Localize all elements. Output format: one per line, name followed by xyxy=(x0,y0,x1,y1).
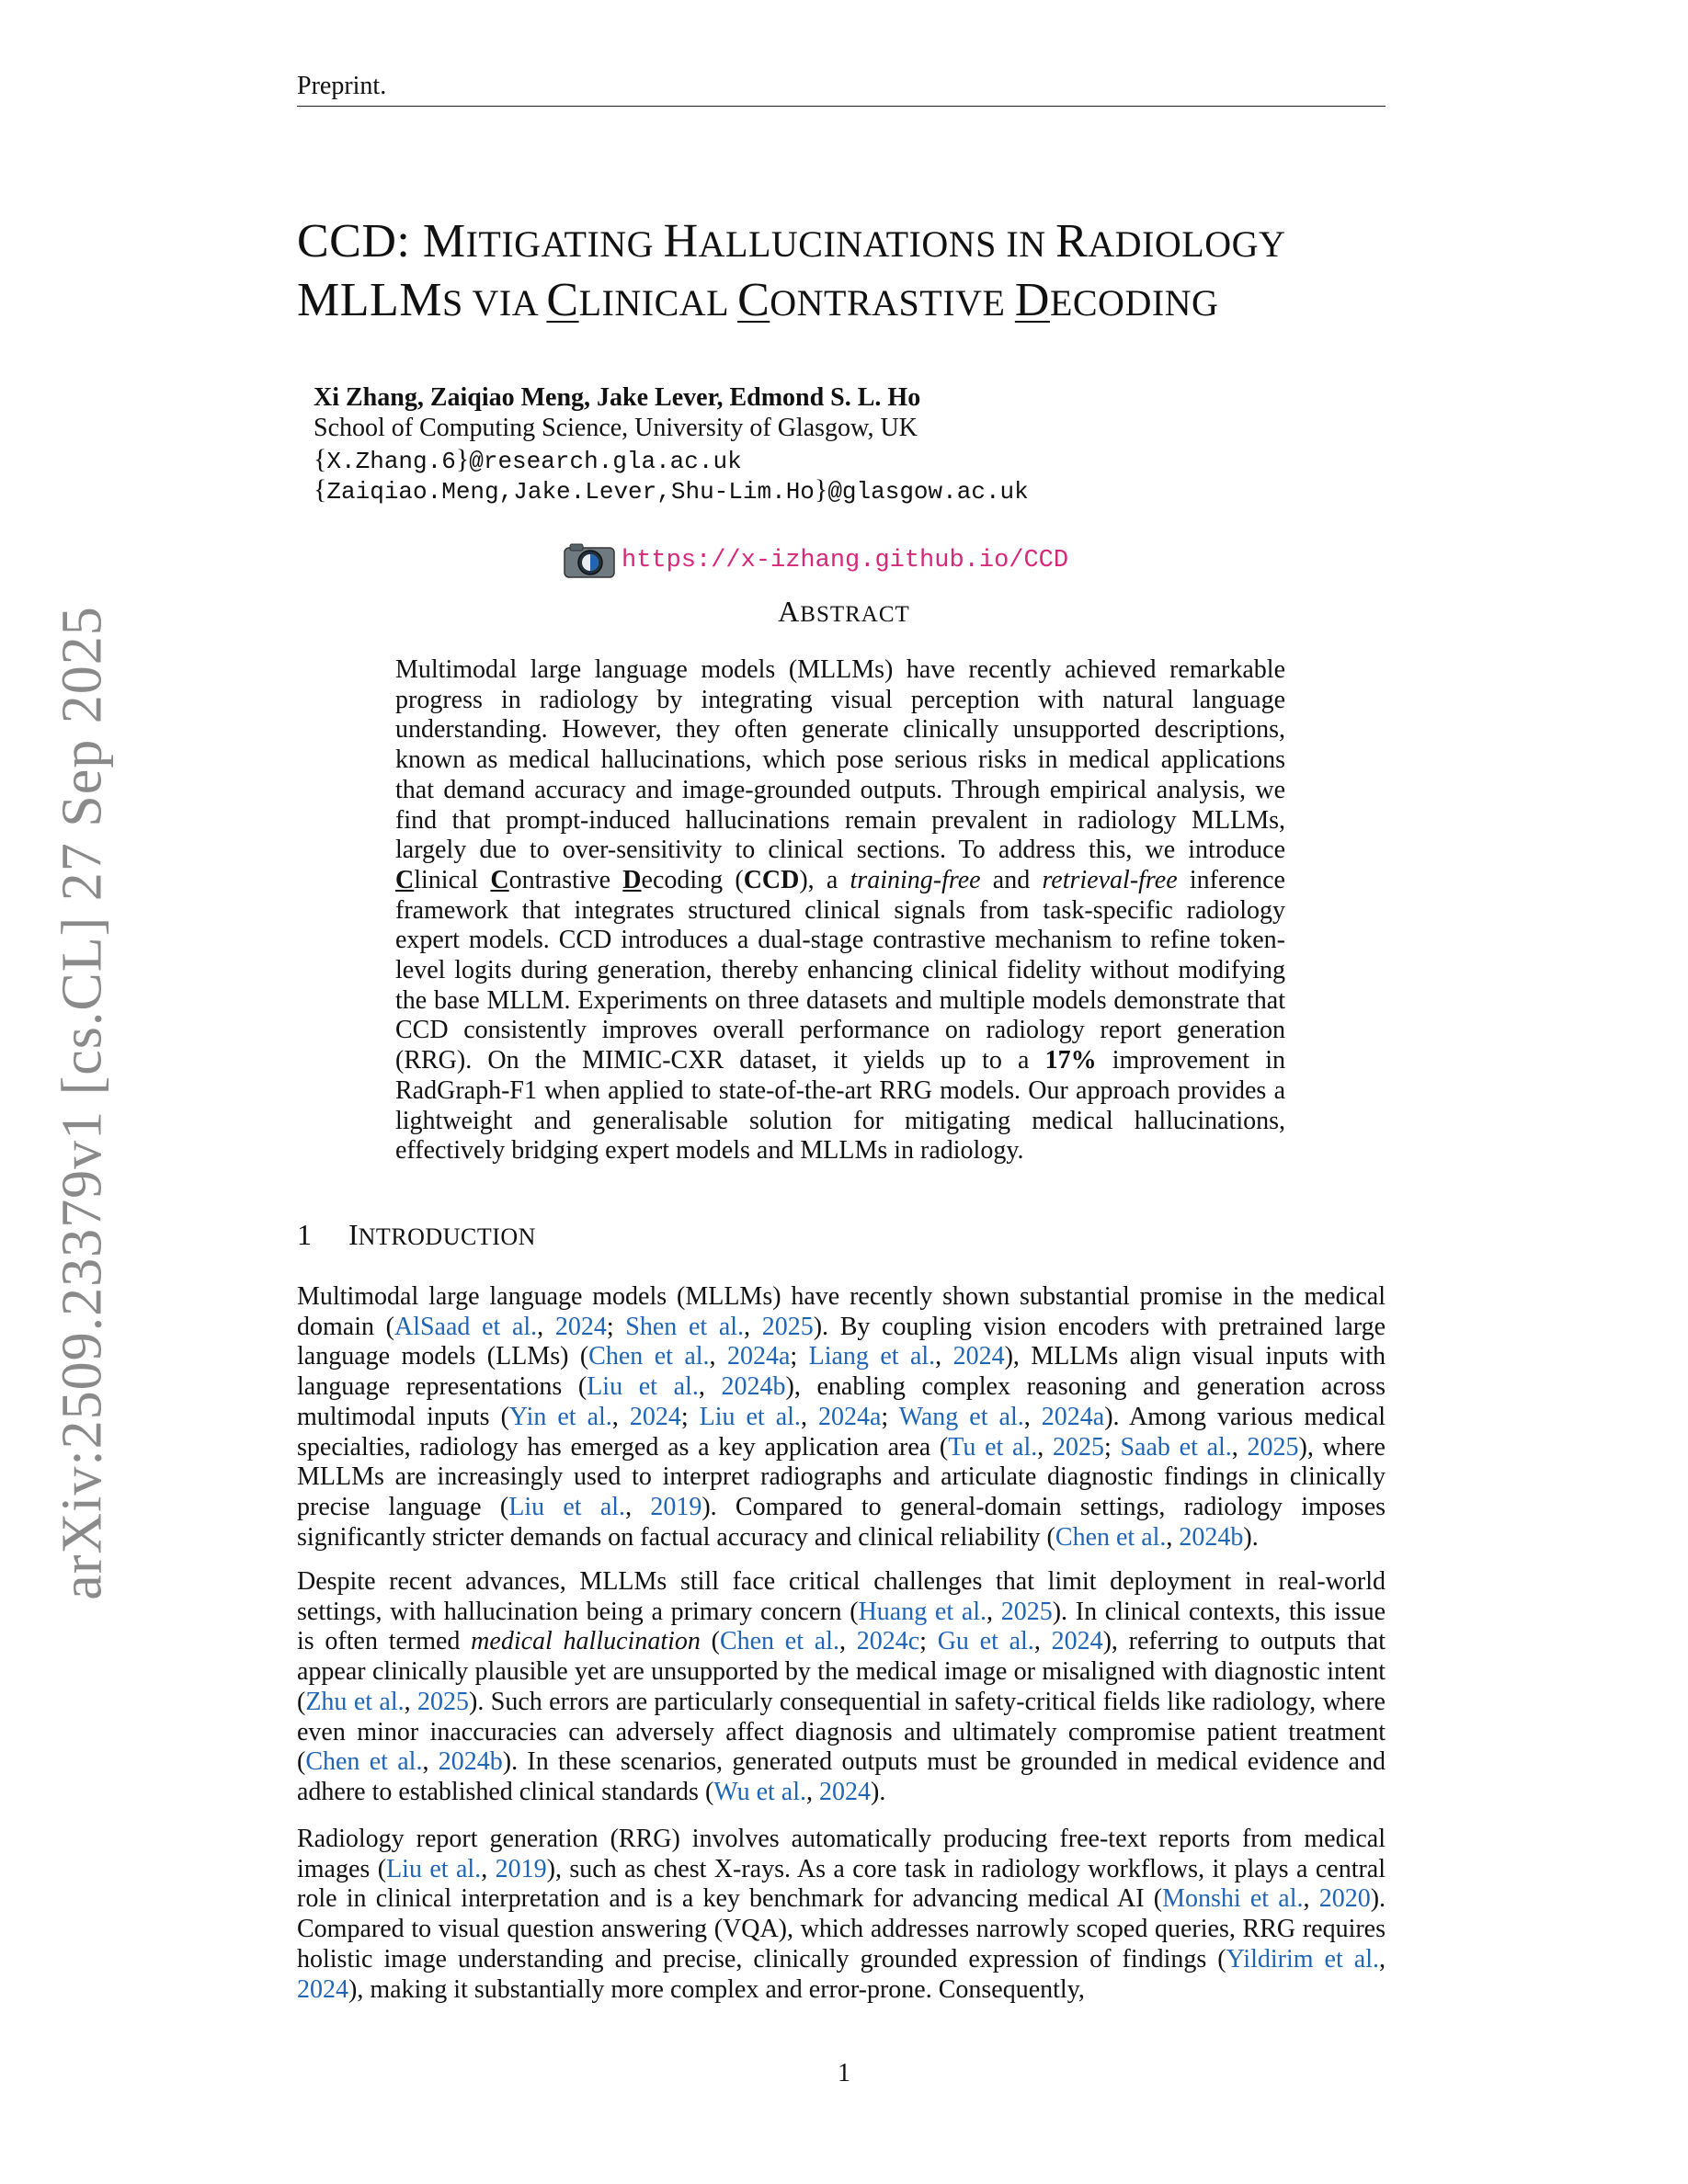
text-run: ; xyxy=(919,1627,938,1656)
section-heading-rest: NTRODUCTION xyxy=(358,1223,536,1250)
text-run: ; xyxy=(606,1312,626,1341)
citation-link[interactable]: Chen et al. xyxy=(1055,1522,1167,1552)
citation-link[interactable]: Chen et al. xyxy=(305,1747,423,1777)
page-number: 1 xyxy=(838,2059,850,2087)
email-brace-open: { xyxy=(314,474,327,505)
text-run: , xyxy=(537,1312,555,1341)
title-segment: CCD: M xyxy=(297,215,466,267)
header-rule xyxy=(297,106,1386,107)
text-run: , xyxy=(838,1627,857,1656)
citation-link[interactable]: 2024b xyxy=(438,1747,503,1777)
citation-link[interactable]: 2024 xyxy=(297,1974,348,2004)
text-run: , xyxy=(1033,1627,1052,1656)
citation-link[interactable]: 2020 xyxy=(1318,1884,1371,1914)
text-run: Multimodal large language models (MLLMs) have recently shown substantial promise in the medical domain ( xyxy=(297,1282,1386,1341)
text-run: ), a xyxy=(799,865,850,894)
section-number: 1 xyxy=(297,1218,312,1251)
citation-link[interactable]: 2024a xyxy=(1041,1402,1105,1431)
title-line-1 xyxy=(297,213,1400,272)
citation-link[interactable]: AlSaad et al. xyxy=(393,1312,538,1341)
intro-paragraph-3 xyxy=(297,1825,1386,2005)
text-run: , xyxy=(744,1312,762,1341)
project-url-link[interactable]: https://x-izhang.github.io/CCD xyxy=(622,547,1069,574)
email-names: Zaiqiao.Meng,Jake.Lever,Shu-Lim.Ho xyxy=(326,478,815,506)
citation-link[interactable]: Yin et al. xyxy=(508,1402,612,1431)
title-segment: ITIGATING xyxy=(465,223,664,265)
text-run: ; xyxy=(790,1342,809,1371)
text-run: ), making it substantially more complex and error-prone. Consequently, xyxy=(348,1974,1085,2004)
citation-link[interactable]: 2024 xyxy=(554,1312,607,1341)
email-line-1 xyxy=(314,444,742,477)
title-segment: MLLM xyxy=(297,274,442,326)
text-run: improvement in RadGraph-F1 when applied to state-of-the-art RRG models. Our approach provides a lightweight and generalisable solution for mitigating medical hallucinations, effectively bridging expert models and MLLMs in radiology. xyxy=(395,1046,1285,1166)
running-head: Preprint. xyxy=(297,72,387,100)
text-run: , xyxy=(709,1342,727,1371)
citation-link[interactable]: Chen et al. xyxy=(719,1627,839,1656)
citation-link[interactable]: Liang et al. xyxy=(808,1342,936,1371)
text-run: ), enabling complex reasoning and generation across multimodal inputs ( xyxy=(297,1372,1386,1431)
text-run: ( xyxy=(700,1627,720,1656)
text-run: , xyxy=(1037,1432,1053,1462)
abstract-body xyxy=(395,655,1285,1166)
text-run: , xyxy=(481,1854,496,1883)
text-run: and xyxy=(980,865,1043,894)
abstract-heading xyxy=(0,595,1688,629)
title-segment: LINICAL xyxy=(578,282,738,324)
text-run: inference framework that integrates structured clinical signals from task-specific radiology expert models. CCD introduces a dual-stage contrastive mechanism to refine token-level logits during generation, thereby enhancing clinical fidelity without modifying the base MLLM. Experiments on three datasets and multiple models demonstrate that CCD consistently improves overall performance on radiology report generation (RRG). On the MIMIC-CXR dataset, it yields up to a xyxy=(395,865,1285,1075)
text-run: 17% xyxy=(1044,1046,1097,1075)
text-run: D xyxy=(622,865,642,894)
title-segment: D xyxy=(1014,274,1050,326)
text-run: ). In clinical contexts, this issue is often termed xyxy=(297,1597,1386,1656)
text-run: , xyxy=(1166,1522,1180,1552)
citation-link[interactable]: 2025 xyxy=(1247,1432,1299,1462)
section-heading-introduction xyxy=(297,1218,536,1252)
text-run: ecoding ( xyxy=(641,865,744,894)
citation-link[interactable]: Huang et al. xyxy=(858,1597,987,1626)
citation-link[interactable]: Tu et al. xyxy=(948,1432,1038,1462)
citation-link[interactable]: 2025 xyxy=(1052,1432,1104,1462)
text-run: retrieval-free xyxy=(1042,865,1178,894)
email-domain: @glasgow.ac.uk xyxy=(827,478,1029,506)
email-brace-close: } xyxy=(814,474,828,505)
text-run: , xyxy=(611,1402,630,1431)
title-segment: ONTRASTIVE xyxy=(770,282,1015,324)
text-run: , xyxy=(1023,1402,1042,1431)
section-heading-initial: I xyxy=(348,1218,359,1251)
email-domain: @research.gla.ac.uk xyxy=(469,448,742,475)
text-run: , xyxy=(1303,1884,1319,1914)
text-run: ). Such errors are particularly consequential in safety-critical fields like radiology, where even minor inaccuracies can adversely affect diagnosis and ultimately compromise patient treatment ( xyxy=(297,1687,1386,1777)
paper-title xyxy=(297,213,1400,331)
text-run: , xyxy=(1231,1432,1248,1462)
text-run: ; xyxy=(881,1402,899,1431)
title-segment: ECODING xyxy=(1049,282,1219,324)
text-run: , xyxy=(800,1402,818,1431)
citation-link[interactable]: 2019 xyxy=(495,1854,547,1883)
abstract-heading-rest: BSTRACT xyxy=(800,602,910,627)
citation-link[interactable]: Monshi et al. xyxy=(1162,1884,1304,1914)
citation-link[interactable]: 2024a xyxy=(726,1342,791,1371)
text-run: linical xyxy=(414,865,491,894)
citation-link[interactable]: 2025 xyxy=(761,1312,814,1341)
citation-link[interactable]: Liu et al. xyxy=(587,1372,699,1402)
citation-link[interactable]: Liu et al. xyxy=(508,1492,626,1521)
title-segment: ADIOLOGY xyxy=(1088,223,1286,265)
citation-link[interactable]: 2019 xyxy=(650,1492,702,1521)
text-run: ; xyxy=(680,1402,700,1431)
intro-paragraph-1 xyxy=(297,1282,1386,1553)
citation-link[interactable]: Wang et al. xyxy=(898,1402,1024,1431)
title-segment: R xyxy=(1055,215,1089,267)
github-icon[interactable] xyxy=(563,542,616,579)
text-run: , xyxy=(404,1687,418,1716)
citation-link[interactable]: Gu et al. xyxy=(937,1627,1034,1656)
text-run: C xyxy=(395,865,415,894)
citation-link[interactable]: Liu et al. xyxy=(699,1402,801,1431)
email-names: X.Zhang.6 xyxy=(326,448,456,475)
text-run: ), such as chest X-rays. As a core task in radiology workflows, it plays a central role in clinical interpretation and is a key benchmark for advancing medical AI ( xyxy=(297,1854,1386,1914)
citation-link[interactable]: Shen et al. xyxy=(625,1312,745,1341)
title-segment: S VIA xyxy=(442,282,547,324)
text-run: CCD xyxy=(743,865,800,894)
citation-link[interactable]: 2024 xyxy=(629,1402,681,1431)
text-run: , xyxy=(935,1342,953,1371)
text-run: ). xyxy=(871,1777,886,1806)
citation-link[interactable]: Zhu et al. xyxy=(305,1687,405,1716)
text-run: ). xyxy=(1243,1522,1259,1552)
text-run: C xyxy=(490,865,509,894)
citation-link[interactable]: 2024c xyxy=(856,1627,920,1656)
text-run: training-free xyxy=(850,865,981,894)
citation-link[interactable]: 2024 xyxy=(952,1342,1005,1371)
project-link-row[interactable] xyxy=(563,542,1068,579)
email-brace-close: } xyxy=(455,444,470,474)
title-segment: C xyxy=(546,274,579,326)
text-run: , xyxy=(806,1777,820,1806)
text-run: ), referring to outputs that appear clinically plausible yet are unsupported by the medical image or misaligned with diagnostic intent ( xyxy=(297,1627,1386,1716)
author-list: Xi Zhang, Zaiqiao Meng, Jake Lever, Edmond S. L. Ho xyxy=(314,383,921,412)
text-run: ). Compared to visual question answering (VQA), which addresses narrowly scoped queries, RRG requires holistic image understanding and precise, clinically grounded expression of findings ( xyxy=(297,1884,1386,1974)
text-run: , xyxy=(987,1597,1001,1626)
affiliation: School of Computing Science, University of Glasgow, UK xyxy=(314,414,918,442)
citation-link[interactable]: Saab et al. xyxy=(1120,1432,1232,1462)
citation-link[interactable]: 2025 xyxy=(417,1687,470,1716)
citation-link[interactable]: 2024 xyxy=(819,1777,872,1806)
citation-link[interactable]: 2024 xyxy=(1051,1627,1103,1656)
citation-link[interactable]: 2024a xyxy=(817,1402,882,1431)
text-run: , xyxy=(625,1492,651,1521)
text-run: Multimodal large language models (MLLMs) have recently achieved remarkable progress in radiology by integrating visual perception with natural language understanding. However, they often generate clinically unsupported descriptions, known as medical hallucinations, which pose serious risks in medical applications that demand accuracy and image-grounded outputs. Through empirical analysis, we find that prompt-induced hallucinations remain prevalent in radiology MLLMs, largely due to over-sensitivity to clinical sections. To address this, we introduce xyxy=(395,655,1285,865)
text-run: ontrastive xyxy=(508,865,623,894)
text-run: Despite recent advances, MLLMs still face critical challenges that limit deployment in real-world settings, with hallucination being a primary concern ( xyxy=(297,1567,1386,1626)
title-line-2 xyxy=(297,272,1400,331)
citation-link[interactable]: 2024b xyxy=(1179,1522,1244,1552)
text-run: , xyxy=(698,1372,722,1402)
text-run: , xyxy=(1379,1944,1386,1974)
title-segment: C xyxy=(737,274,770,326)
intro-paragraph-2 xyxy=(297,1567,1386,1808)
arxiv-identifier-stamp[interactable]: arXiv:2509.23379v1 [cs.CL] 27 Sep 2025 xyxy=(51,606,114,1600)
citation-link[interactable]: Wu et al. xyxy=(713,1777,807,1806)
citation-link[interactable]: Yildirim et al. xyxy=(1226,1944,1379,1974)
title-segment: H xyxy=(663,215,699,267)
email-line-2 xyxy=(314,474,1029,507)
text-run: ; xyxy=(1103,1432,1121,1462)
citation-link[interactable]: Liu et al. xyxy=(386,1854,482,1883)
text-run: ). In these scenarios, generated outputs must be grounded in medical evidence and adhere to established clinical standards ( xyxy=(297,1747,1386,1806)
text-run: Radiology report generation (RRG) involves automatically producing free-text reports from medical images ( xyxy=(297,1825,1386,1883)
text-run: ), MLLMs align visual inputs with language representations ( xyxy=(297,1342,1386,1402)
title-segment: ALLUCINATIONS IN xyxy=(698,223,1056,265)
text-run: medical hallucination xyxy=(471,1627,701,1656)
citation-link[interactable]: Chen et al. xyxy=(588,1342,710,1371)
citation-link[interactable]: 2025 xyxy=(1000,1597,1053,1626)
text-run: ), where MLLMs are increasingly used to interpret radiographs and articulate diagnostic findings in clinically precise language ( xyxy=(297,1432,1386,1521)
text-run: ). By coupling vision encoders with pretrained large language models (LLMs) ( xyxy=(297,1312,1386,1371)
text-run: ). Among various medical specialties, radiology has emerged as a key application area ( xyxy=(297,1402,1386,1462)
email-brace-open: { xyxy=(314,444,327,474)
citation-link[interactable]: 2024b xyxy=(721,1372,786,1402)
text-run: , xyxy=(422,1747,439,1777)
abstract-heading-initial: A xyxy=(778,595,801,628)
text-run: ). Compared to general-domain settings, radiology imposes significantly stricter demands on factual accuracy and clinical reliability ( xyxy=(297,1492,1386,1552)
